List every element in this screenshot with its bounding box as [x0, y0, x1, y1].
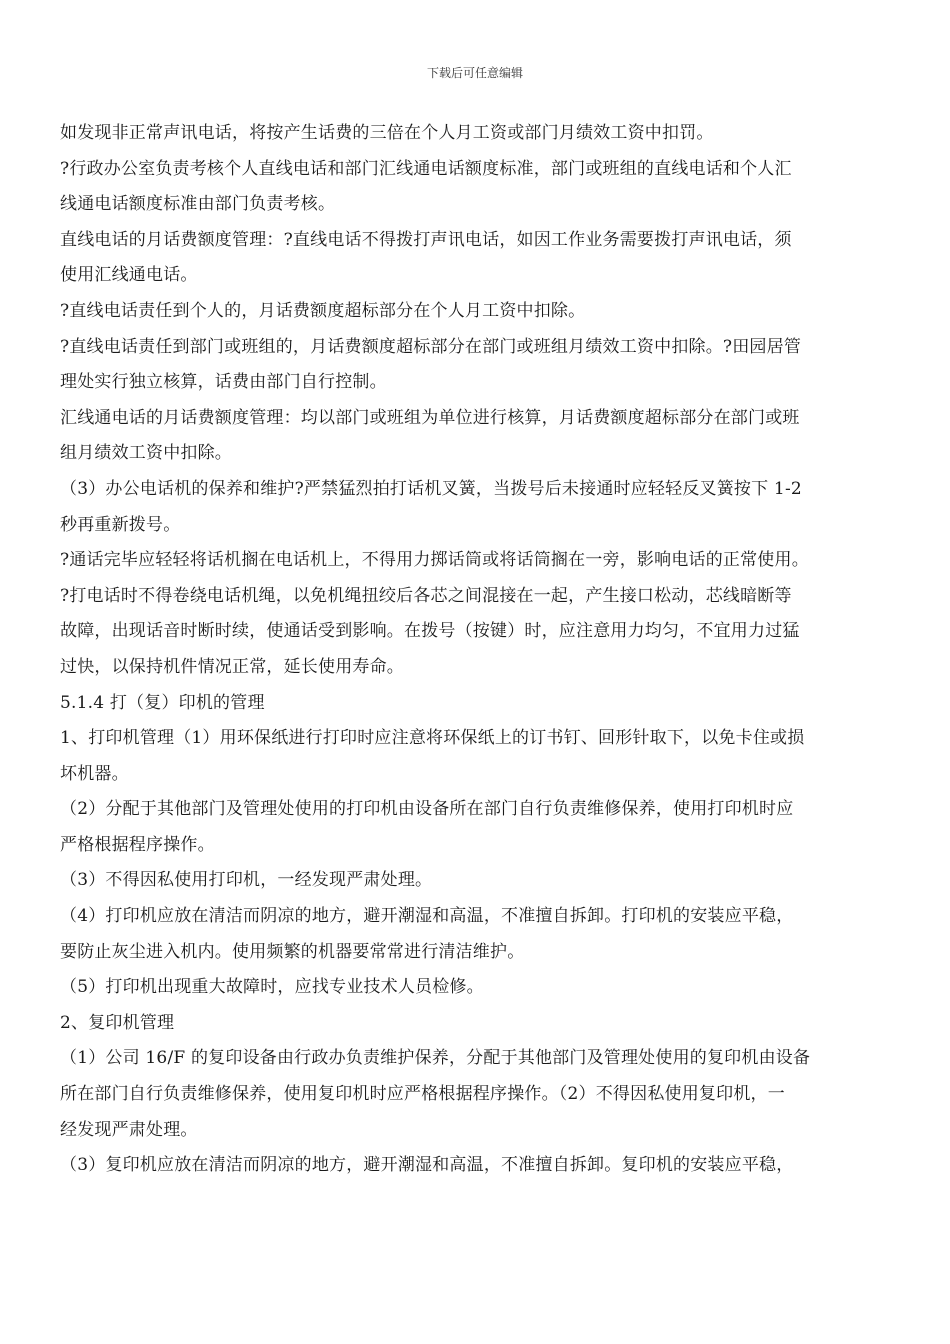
text-line: 过快，以保持机件情况正常，延长使用寿命。: [60, 656, 404, 677]
document-body: [60, 116, 890, 1184]
text-line: 所在部门自行负责维修保养，使用复印机时应严格根据程序操作。（2）不得因私使用复印机，一: [60, 1084, 785, 1105]
text-line: ?直线电话责任到部门或班组的，月话费额度超标部分在部门或班组月绩效工资中扣除。?田园居管: [60, 336, 802, 357]
text-line: 严格根据程序操作。: [60, 834, 215, 855]
text-line: （2）分配于其他部门及管理处使用的打印机由设备所在部门自行负责维修保养，使用打印机时应: [60, 799, 794, 820]
text-line: （1）公司 16/F 的复印设备由行政办负责维护保养，分配于其他部门及管理处使用的复印机由设备: [60, 1048, 811, 1069]
text-line: 汇线通电话的月话费额度管理：均以部门或班组为单位进行核算，月话费额度超标部分在部门或班: [60, 407, 800, 428]
text-line: （3）办公电话机的保养和维护?严禁猛烈拍打话机叉簧，当拨号后未接通时应轻轻反叉簧按下 1-2: [60, 478, 802, 499]
text-line: 理处实行独立核算，话费由部门自行控制。: [60, 372, 387, 393]
text-line: （3）不得因私使用打印机，一经发现严肃处理。: [60, 870, 433, 891]
text-line: 要防止灰尘进入机内。使用频繁的机器要常常进行清洁维护。: [60, 941, 525, 962]
text-line: ?直线电话责任到个人的，月话费额度超标部分在个人月工资中扣除。: [60, 300, 586, 321]
text-line: 故障，出现话音时断时续，使通话受到影响。在拨号（按键）时，应注意用力均匀，不宜用力过猛: [60, 621, 800, 642]
text-line: 组月绩效工资中扣除。: [60, 443, 232, 464]
text-line: （4）打印机应放在清洁而阴凉的地方，避开潮湿和高温，不准擅自拆卸。打印机的安装应平稳，: [60, 906, 794, 927]
text-line: 坏机器。: [60, 763, 129, 784]
text-line: 直线电话的月话费额度管理：?直线电话不得拨打声讯电话，如因工作业务需要拨打声讯电话，须: [60, 229, 792, 250]
text-line: 经发现严肃处理。: [60, 1119, 198, 1140]
text-line: （3）复印机应放在清洁而阴凉的地方，避开潮湿和高温，不准擅自拆卸。复印机的安装应平稳，: [60, 1155, 794, 1176]
text-line: ?通话完毕应轻轻将话机搁在电话机上，不得用力掷话筒或将话筒搁在一旁，影响电话的正常使用。: [60, 550, 809, 571]
text-line: 2、复印机管理: [60, 1012, 175, 1033]
text-line: ?行政办公室负责考核个人直线电话和部门汇线通电话额度标准，部门或班组的直线电话和个人汇: [60, 158, 792, 179]
text-line: 秒再重新拨号。: [60, 514, 181, 535]
text-line: 1、打印机管理（1）用环保纸进行打印时应注意将环保纸上的订书钉、回形针取下，以免卡住或损: [60, 728, 805, 749]
text-line: 线通电话额度标准由部门负责考核。: [60, 194, 336, 215]
text-line: （5）打印机出现重大故障时，应找专业技术人员检修。: [60, 977, 484, 998]
text-line: 使用汇线通电话。: [60, 265, 198, 286]
section-heading: 5.1.4 打（复）印机的管理: [60, 692, 265, 713]
page-header: 下载后可任意编辑: [426, 66, 523, 80]
text-line: 如发现非正常声讯电话，将按产生话费的三倍在个人月工资或部门月绩效工资中扣罚。: [60, 123, 714, 143]
text-line: ?打电话时不得卷绕电话机绳，以免机绳扭绞后各芯之间混接在一起，产生接口松动，芯线暗断等: [60, 585, 792, 606]
